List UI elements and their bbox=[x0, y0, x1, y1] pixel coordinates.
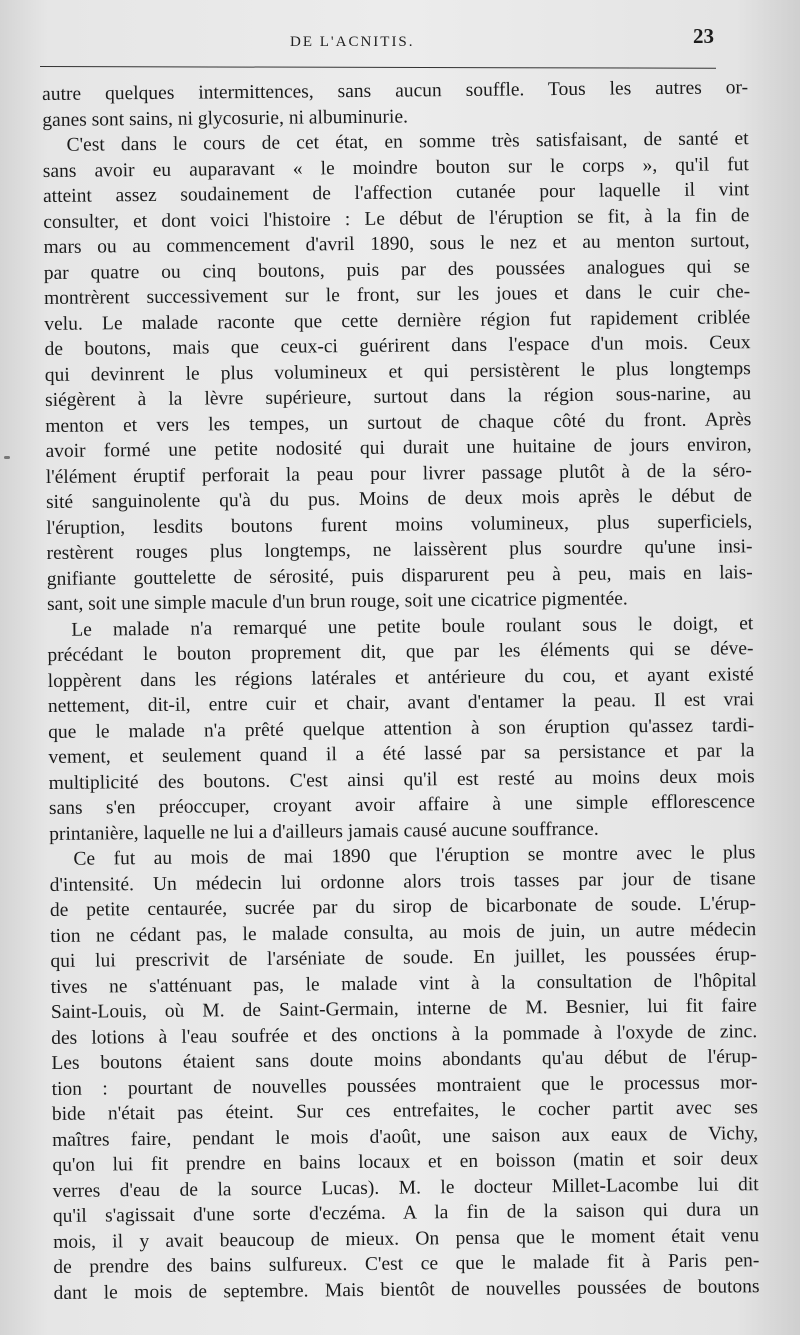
text-line: bide n'était pas éteint. Sur ces entrefaites, le cocher partit avec ses bbox=[51, 1097, 758, 1125]
text-line: verres d'eau de la source Lucas). M. le docteur Millet-Lacombe lui dit bbox=[52, 1173, 759, 1202]
text-line: Les boutons étaient sans doute moins abondants qu'au début de l'érup- bbox=[51, 1046, 758, 1074]
text-line: printanière, laquelle ne lui a d'ailleurs jamais causé aucune souffrance. bbox=[49, 818, 599, 845]
text-line: qu'il s'agissait d'une sorte d'eczéma. A la fin de la saison qui dura un bbox=[52, 1199, 759, 1227]
text-line: qui devinrent le plus volumineux et qui persistèrent le plus longtemps bbox=[44, 357, 751, 386]
body-text bbox=[42, 75, 760, 1306]
text-line: autre quelques intermittences, sans aucun souffle. Tous les autres or- bbox=[42, 77, 749, 105]
text-line: qui lui prescrivit de l'arséniate de soude. En juillet, les poussées érup- bbox=[50, 944, 757, 972]
text-line: gnifiante gouttelette de sérosité, puis disparurent peu à peu, mais en lais- bbox=[46, 561, 753, 590]
text-line: restèrent rouges plus longtemps, ne laissèrent plus sourdre qu'une insi- bbox=[46, 536, 753, 564]
text-line: C'est dans le cours de cet état, en somme très satisfaisant, de santé et bbox=[66, 128, 749, 156]
text-line: mois, il y avait beaucoup de mieux. On pensa que le moment était venu bbox=[53, 1224, 760, 1253]
text-line: d'intensité. Un médecin lui ordonne alors trois tasses par jour de tisane bbox=[49, 867, 756, 896]
margin-mark bbox=[4, 456, 10, 459]
text-line: sité sanguinolente qu'à du pus. Moins de deux mois après le début de bbox=[45, 485, 753, 513]
text-line: velu. Le malade raconte que cette dernière région fut rapidement criblée bbox=[44, 306, 751, 335]
text-line: vement, et seulement quand il a été lassé par sa persistance et par la bbox=[48, 740, 755, 768]
text-line: atteint assez soudainement de l'affection cutanée pour laquelle il vint bbox=[42, 179, 750, 207]
text-line: de petite centaurée, sucrée par du sirop de bicarbonate de soude. L'érup- bbox=[49, 893, 757, 921]
text-line: Ce fut au mois de mai 1890 que l'éruption se montre avec le plus bbox=[73, 842, 756, 870]
text-line: de prendre des bains sulfureux. C'est ce que le malade fit à Paris pen- bbox=[53, 1250, 760, 1278]
text-line: des lotions à l'eau soufrée et des onctions à la pommade à l'oxyde de zinc. bbox=[51, 1020, 758, 1049]
text-line: sans s'en préoccuper, croyant avoir affaire à une simple efflorescence bbox=[48, 791, 756, 819]
text-line: précédant le bouton proprement dit, que par les éléments qui se déve- bbox=[47, 638, 754, 666]
text-line: nettement, dit-il, entre cuir et chair, avant d'entamer la peau. Il est vrai bbox=[47, 689, 755, 717]
text-line: l'élément éruptif perforait la peau pour livrer passage plutôt à de la séro- bbox=[45, 459, 752, 488]
text-line: de boutons, mais que ceux-ci guérirent dans l'espace d'un mois. Ceux bbox=[44, 332, 751, 360]
text-line: qu'on lui fit prendre en bains locaux et en boisson (matin et soir deux bbox=[52, 1148, 759, 1176]
text-line: Saint-Louis, où M. de Saint-Germain, interne de M. Besnier, lui fit faire bbox=[50, 995, 758, 1023]
text-line: Le malade n'a remarqué une petite boule roulant sous le doigt, et bbox=[71, 612, 754, 641]
text-line: multiplicité des boutons. C'est ainsi qu'il est resté au moins deux mois bbox=[48, 765, 755, 794]
text-line: montrèrent successivement sur le front, sur les joues et dans le cuir che- bbox=[43, 281, 751, 309]
text-line: tion : pourtant de nouvelles poussées montraient que le processus mor- bbox=[51, 1071, 758, 1100]
text-line: loppèrent dans les régions latérales et antérieure du cou, et ayant existé bbox=[47, 663, 754, 692]
text-line: dant le mois de septembre. Mais bientôt de nouvelles poussées de boutons bbox=[53, 1275, 760, 1304]
running-header bbox=[0, 24, 800, 58]
text-line: par quatre ou cinq boutons, puis par des poussées analogues qui se bbox=[43, 255, 750, 284]
text-line: sant, soit une simple macule d'un brun rouge, soit une cicatrice pigmentée. bbox=[46, 588, 628, 615]
text-line: siégèrent à la lèvre supérieure, surtout dans la région sous-narine, au bbox=[44, 383, 752, 411]
text-line: maîtres faire, pendant le mois d'août, une saison aux eaux de Vichy, bbox=[52, 1122, 759, 1151]
text-line: avoir formé une petite nodosité qui durait une huitaine de jours environ, bbox=[45, 434, 752, 462]
text-line: mars ou au commencement d'avril 1890, sous le nez et au menton surtout, bbox=[43, 230, 750, 258]
running-title: DE L'ACNITIS. bbox=[290, 34, 415, 50]
text-line: menton et vers les tempes, un surtout de chaque côté du front. Après bbox=[45, 408, 752, 437]
text-line: l'éruption, lesdits boutons furent moins volumineux, plus superficiels, bbox=[46, 510, 753, 539]
page-number: 23 bbox=[693, 24, 714, 48]
header-rule bbox=[40, 66, 716, 69]
text-line: tives ne s'atténuant pas, le malade vint à la consultation de l'hôpital bbox=[50, 969, 757, 998]
text-line: consulter, et dont voici l'histoire : Le début de l'éruption se fit, à la fin de bbox=[43, 204, 750, 233]
text-line: ganes sont sains, ni glycosurie, ni albuminurie. bbox=[42, 105, 409, 131]
text-line: tion ne cédant pas, le malade consulta, au mois de juin, un autre médecin bbox=[50, 918, 757, 947]
text-line: que le malade n'a prêté quelque attention à son éruption qu'assez tardi- bbox=[48, 714, 755, 743]
text-line: sans avoir eu auparavant « le moindre bouton sur le corps », qu'il fut bbox=[42, 153, 749, 182]
